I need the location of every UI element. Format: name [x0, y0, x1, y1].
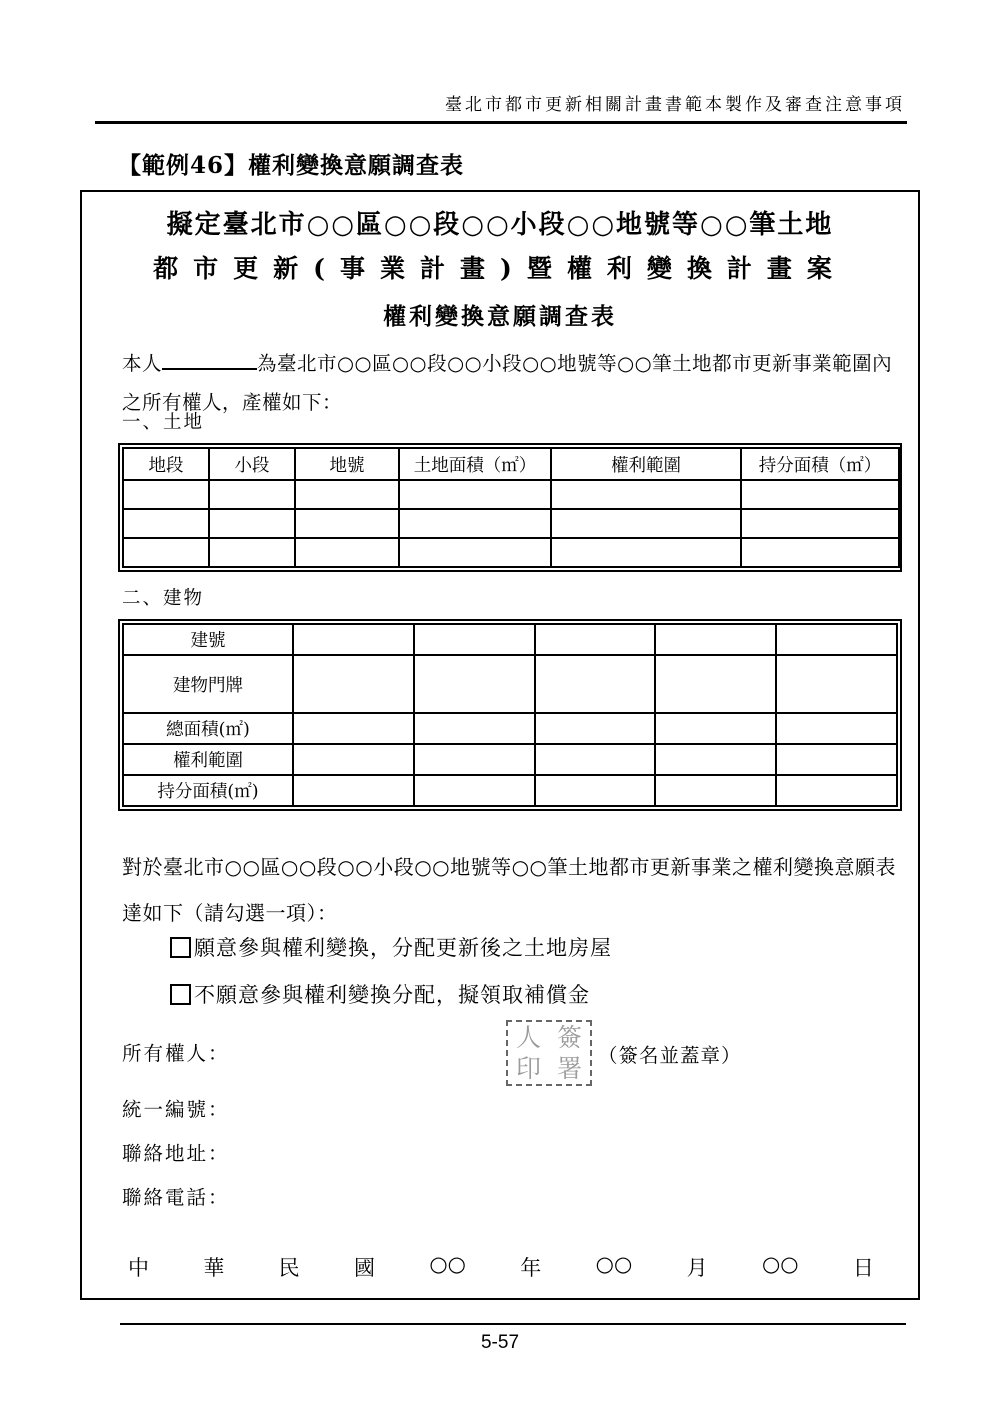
stamp-char: 署 — [556, 1054, 582, 1083]
building-cell[interactable] — [293, 624, 414, 655]
land-cell[interactable] — [209, 509, 295, 538]
building-cell[interactable] — [776, 655, 897, 713]
stamp-char: 印 — [515, 1054, 541, 1083]
footer-rule — [120, 1323, 906, 1325]
participate-label: 願意參與權利變換，分配更新後之土地房屋 — [194, 936, 612, 960]
intro-suffix: 為臺北市○○區○○段○○小段○○地號等○○筆土地都市更新事業範圍內之所有權人，產權如下： — [122, 352, 893, 414]
intro-paragraph — [122, 344, 898, 422]
form-title-line3: 權利變換意願調查表 — [383, 303, 617, 330]
land-cell[interactable] — [741, 480, 899, 509]
building-cell[interactable] — [414, 744, 535, 775]
building-cell[interactable] — [535, 624, 656, 655]
date-part: 民 — [278, 1256, 300, 1280]
land-table-row — [123, 480, 899, 509]
building-cell[interactable] — [414, 775, 535, 806]
land-cell[interactable] — [209, 538, 295, 567]
building-table-row — [123, 713, 897, 744]
owner-name-blank[interactable] — [162, 351, 257, 371]
building-table-row — [123, 624, 897, 655]
compensation-checkbox[interactable] — [170, 984, 191, 1005]
land-cell[interactable] — [123, 538, 209, 567]
address-label: 聯絡地址： — [122, 1142, 230, 1165]
building-row-label-rights-scope: 權利範圍 — [123, 744, 293, 775]
phone-label: 聯絡電話： — [122, 1186, 230, 1209]
compensation-label: 不願意參與權利變換分配，擬領取補償金 — [194, 983, 590, 1007]
land-cell[interactable] — [399, 538, 551, 567]
example-title: 【範例46】權利變換意願調查表 — [118, 152, 465, 179]
building-cell[interactable] — [535, 655, 656, 713]
building-table-row — [123, 655, 897, 713]
participate-checkbox[interactable] — [170, 937, 191, 958]
land-table-header-row — [123, 448, 899, 480]
stamp-note: （簽名並蓋章） — [598, 1044, 742, 1067]
land-cell[interactable] — [399, 509, 551, 538]
land-col-rights-scope: 權利範圍 — [551, 448, 741, 480]
building-table-row — [123, 775, 897, 806]
running-header: 臺北市都市更新相關計畫書範本製作及審查注意事項 — [445, 95, 905, 115]
building-cell[interactable] — [776, 624, 897, 655]
building-cell[interactable] — [655, 655, 776, 713]
land-cell[interactable] — [209, 480, 295, 509]
land-cell[interactable] — [741, 538, 899, 567]
land-cell[interactable] — [551, 480, 741, 509]
building-row-label-share-area: 持分面積(㎡) — [123, 775, 293, 806]
building-cell[interactable] — [655, 744, 776, 775]
land-cell[interactable] — [295, 480, 399, 509]
section-land-label: 一、土地 — [122, 412, 205, 433]
section-building-label: 二、建物 — [122, 588, 205, 609]
date-day-blank[interactable]: ○○ — [761, 1252, 799, 1276]
date-part: 月 — [686, 1256, 708, 1280]
intro-prefix: 本人 — [122, 352, 163, 375]
date-part: 年 — [520, 1256, 542, 1280]
date-year-blank[interactable]: ○○ — [429, 1252, 466, 1276]
land-cell[interactable] — [551, 538, 741, 567]
date-part: 日 — [852, 1256, 874, 1280]
building-cell[interactable] — [776, 744, 897, 775]
building-cell[interactable] — [655, 624, 776, 655]
building-table-row — [123, 744, 897, 775]
land-cell[interactable] — [741, 509, 899, 538]
land-table — [118, 443, 902, 572]
land-cell[interactable] — [123, 509, 209, 538]
land-table-row — [123, 538, 899, 567]
land-col-share-area: 持分面積（㎡） — [741, 448, 899, 480]
form-title-line2: 都市更新(事業計畫)暨權利變換計畫案 — [153, 254, 847, 283]
land-cell[interactable] — [123, 480, 209, 509]
building-row-label-total-area: 總面積(㎡) — [123, 713, 293, 744]
building-cell[interactable] — [655, 713, 776, 744]
building-table — [118, 619, 902, 811]
land-table-row — [123, 509, 899, 538]
building-row-label-address: 建物門牌 — [123, 655, 293, 713]
date-part: 華 — [203, 1256, 225, 1280]
building-cell[interactable] — [414, 655, 535, 713]
building-cell[interactable] — [293, 775, 414, 806]
building-cell[interactable] — [535, 744, 656, 775]
intent-paragraph: 對於臺北市○○區○○段○○小段○○地號等○○筆土地都市更新事業之權利變換意願表達如下（請勾選一項）： — [122, 855, 897, 925]
form-title-line1: 擬定臺北市○○區○○段○○小段○○地號等○○筆土地 — [166, 210, 834, 240]
land-cell[interactable] — [399, 480, 551, 509]
land-cell[interactable] — [551, 509, 741, 538]
date-line — [128, 1252, 874, 1282]
land-col-subsection: 小段 — [209, 448, 295, 480]
option-compensation[interactable] — [170, 979, 590, 1009]
land-col-section: 地段 — [123, 448, 209, 480]
building-cell[interactable] — [293, 744, 414, 775]
signature-stamp-placeholder[interactable] — [506, 1020, 592, 1086]
building-cell[interactable] — [535, 775, 656, 806]
date-month-blank[interactable]: ○○ — [595, 1252, 633, 1276]
uid-label: 統一編號： — [122, 1098, 230, 1121]
building-cell[interactable] — [535, 713, 656, 744]
page-number: 5-57 — [480, 1332, 520, 1353]
form-box — [80, 190, 920, 1300]
stamp-char: 人 — [515, 1023, 541, 1052]
option-participate[interactable] — [170, 932, 612, 962]
header-rule — [95, 121, 907, 124]
land-cell[interactable] — [295, 538, 399, 567]
building-cell[interactable] — [414, 624, 535, 655]
building-cell[interactable] — [293, 713, 414, 744]
land-cell[interactable] — [295, 509, 399, 538]
building-row-label-number: 建號 — [123, 624, 293, 655]
building-cell[interactable] — [414, 713, 535, 744]
stamp-char: 簽 — [556, 1023, 582, 1052]
building-cell[interactable] — [776, 713, 897, 744]
building-cell[interactable] — [776, 775, 897, 806]
land-col-area: 土地面積（㎡） — [399, 448, 551, 480]
building-cell[interactable] — [293, 655, 414, 713]
date-part: 中 — [128, 1256, 149, 1280]
date-part: 國 — [353, 1256, 375, 1280]
land-col-lot-number: 地號 — [295, 448, 399, 480]
owner-label: 所有權人： — [122, 1042, 230, 1065]
building-cell[interactable] — [655, 775, 776, 806]
